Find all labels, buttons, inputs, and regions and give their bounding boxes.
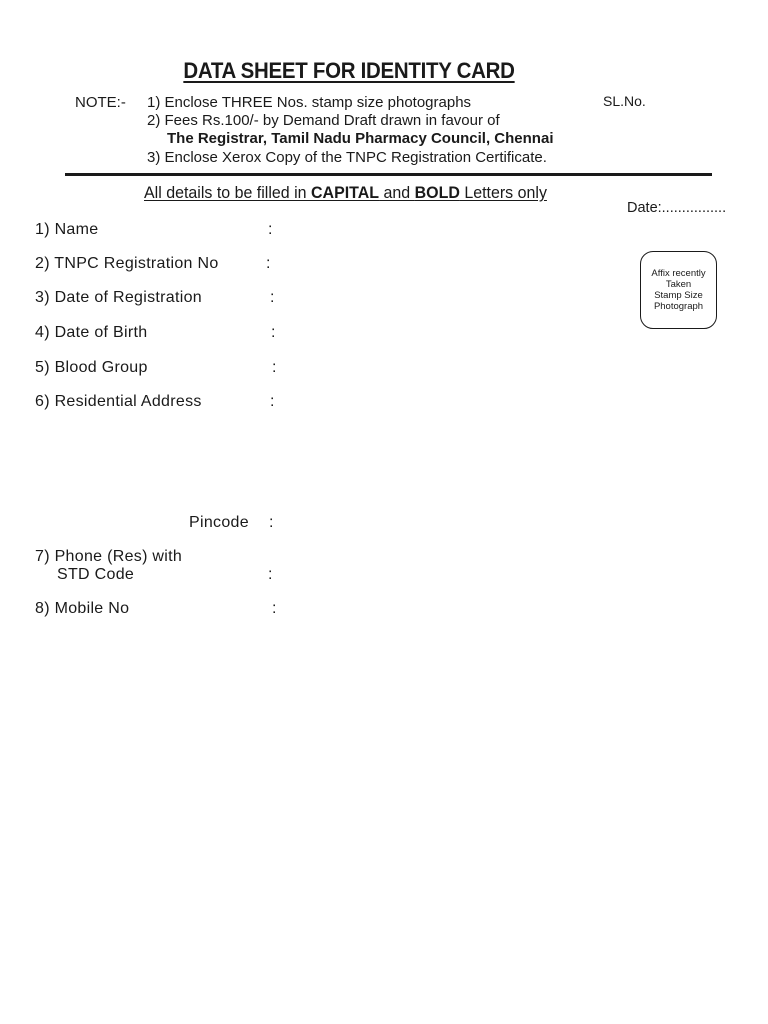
instruction-and: and — [379, 183, 415, 202]
photo-instructions — [651, 268, 705, 312]
note-label: NOTE:- — [75, 94, 126, 111]
field-phone-colon: : — [268, 566, 273, 583]
note-line-1: 1) Enclose THREE Nos. stamp size photographs — [147, 94, 472, 111]
instruction-capital: CAPITAL — [310, 183, 380, 202]
field-name-label: 1) Name — [35, 221, 99, 238]
page-title: DATA SHEET FOR IDENTITY CARD — [183, 58, 515, 83]
field-phone-label: 7) Phone (Res) with — [35, 548, 183, 565]
photo-box — [640, 251, 717, 329]
field-address-colon: : — [270, 393, 275, 410]
field-mobile-colon: : — [272, 600, 277, 617]
serial-number-label: SL.No. — [603, 93, 646, 109]
instruction-bold: BOLD — [414, 183, 460, 202]
field-registration-date-colon: : — [270, 289, 275, 306]
field-dob-label: 4) Date of Birth — [35, 324, 148, 341]
field-registration-date-label: 3) Date of Registration — [35, 289, 202, 306]
instruction-text: All details to be filled in — [144, 183, 311, 202]
field-blood-group-label: 5) Blood Group — [35, 359, 148, 376]
field-registration-no-colon: : — [266, 255, 271, 272]
field-address-label: 6) Residential Address — [35, 393, 202, 410]
field-name-colon: : — [268, 221, 273, 238]
fill-instruction — [144, 183, 547, 203]
field-pincode-label: Pincode — [189, 514, 249, 531]
photo-line-1: Affix recently — [651, 268, 706, 279]
field-dob-colon: : — [271, 324, 276, 341]
field-registration-no-label: 2) TNPC Registration No — [35, 255, 219, 272]
field-phone-label-line2: STD Code — [57, 566, 135, 583]
field-blood-group-colon: : — [272, 359, 277, 376]
photo-line-3: Stamp Size — [654, 290, 703, 301]
photo-line-2: Taken — [665, 279, 692, 290]
note-line-3: 3) Enclose Xerox Copy of the TNPC Registration Certificate. — [147, 149, 547, 166]
date-field: Date:................ — [627, 200, 727, 216]
divider-line — [65, 173, 712, 176]
note-line-2: 2) Fees Rs.100/- by Demand Draft drawn in favour of — [147, 112, 500, 129]
field-mobile-label: 8) Mobile No — [35, 600, 130, 617]
note-payee: The Registrar, Tamil Nadu Pharmacy Council, Chennai — [167, 130, 554, 147]
photo-line-4: Photograph — [653, 301, 704, 312]
instruction-tail: Letters only — [459, 183, 547, 202]
field-pincode-colon: : — [269, 514, 274, 531]
